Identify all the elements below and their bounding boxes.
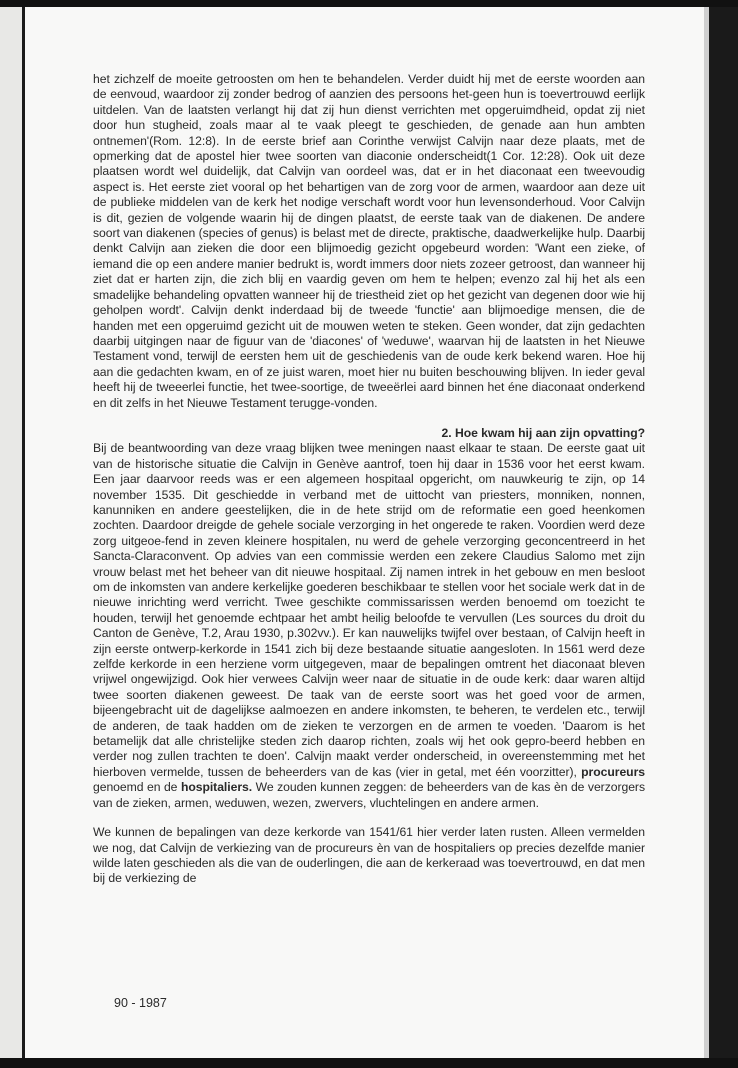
scan-left-margin <box>0 0 24 1068</box>
paragraph-history-text-3: We zouden kunnen zeggen: de beheerders van de kas èn de verzorgers van de zieken, armen, weduwen, wezen, zwervers, vluchtelingen en andere armen. <box>93 780 645 810</box>
scan-top-border <box>0 0 738 7</box>
section-heading: 2. Hoe kwam hij aan zijn opvatting? <box>441 425 645 440</box>
paragraph-history-text-1: Bij de beantwoording van deze vraag blijken twee meningen naast elkaar te staan. De eerste gaat uit van de historische situatie die Calvijn in Genève aantrof, toen hij daar in 1536 voor het eerst kwam. Een jaar daarvoor reeds was er een algemeen hospitaal opgericht, om nauwkeurig te zijn, op 14 november 1535. Dit geschiedde in verband met de uittocht van priesters, monniken, nonnen, kanunniken en andere geestelijken, die in de hete strijd om de reformatie een goed heenkomen zochten. Daardoor dreigde de gehele sociale verzorging in het ongerede te raken. Voordien werd deze zorg uitgeoe-fend in zeven kleinere hospitalen, nu werd de gehele verzorging geconcentreerd in het Sancta-Claraconvent. Op advies van een commissie werden een zekere Claudius Salomo met zijn vrouw belast met het beheer van dit nieuwe hospitaal. Zij namen intrek in het gebouw en men besloot om de inkomsten van andere kerkelijke goederen beschikbaar te stellen voor het sociale werk dat in de nieuwe inrichting werd verricht. Twee geschikte commissarissen werden benoemd om toezicht te houden, terwijl het genoemde echtpaar het ambt heilig beloofde te vervullen (Les sources du droit du Canton de Genève, T.2, Arau 1930, p.302vv.). Er kan nauwelijks twijfel over bestaan, of Calvijn heeft in zijn eerste ontwerp-kerkorde in 1541 zich bij deze bestaande situatie aangesloten. In 1561 werd deze zelfde kerkorde in een herziene vorm uitgegeven, maar de bepalingen omtrent het diaconaat bleven vrijwel ongewijzigd. Ook hier verwees Calvijn weer naar de situatie in de oude kerk: daar waren altijd twee soorten diakenen geweest. De taak van de eerste soort was het goed voor de armen, bijeengebracht uit de dagelijkse aalmoezen en andere inkomsten, te beheren, te verdelen etc., terwijl de anderen, de taak hadden om de zieken te verzorgen en de armen te voeden. 'Daarom is het betamelijk dat alle christelijke steden zich daarop richten, zoals wij het ook gepro-beerd hebben en verder nog zullen trachten te doen'. Calvijn maakt verder onderscheid, in overeenstemming met het hierboven vermelde, tussen de beheerders van de kas (vier in getal, met één voorzitter), <box>93 441 645 779</box>
term-hospitaliers: hospitaliers. <box>180 780 253 795</box>
paragraph-history-text-2: genoemd en de <box>93 780 178 795</box>
paragraph-closing: We kunnen de bepalingen van deze kerkorde van 1541/61 hier verder laten rusten. Alleen vermelden we nog, dat Calvijn de verkiezing van de procureurs èn van de hospitaliers op precies dezelfde manier wilde laten geschieden als die van de ouderlingen, die aan de kerkeraad was toevertrouwd, en dat men bij de verkiezing de <box>93 825 645 886</box>
term-procureurs: procureurs <box>581 764 645 779</box>
scan-right-border <box>709 0 738 1068</box>
paragraph-intro: het zichzelf de moeite getroosten om hen te behandelen. Verder duidt hij met de eerste woorden aan de eenvoud, waardoor zij zonder bedrog of aanzien des persoons het-geen hun is toevertrouwd eerlijk uitdelen. Van de laatsten verlangt hij dat zij hun dienst verrichten met opgeruimdheid, opdat zij niet door hun stugheid, zoals maar al te vaak pleegt te geschieden, de genade aan hun ambten ontnemen'(Rom. 12:8). In de eerste brief aan Corinthe verwijst Calvijn naar deze plaats, met de opmerking dat de apostel hier twee soorten van diaconie onderscheidt(1 Cor. 12:28). Ook uit deze plaatsen wordt wel duidelijk, dat Calvijn van oordeel was, dat er in het diaconaat een tweevoudig aspect is. Het eerste ziet vooral op het behartigen van de zorg voor de armen, waardoor aan deze uit de publieke middelen van de kerk het nodige verschaft wordt voor hun levensonderhoud. Voor Calvijn is dit, gezien de volgende waarin hij de dingen plaatst, de eerste taak van de diakenen. De andere soort van diakenen (species of genus) is belast met de directe, praktische, daadwerkelijke hulp. Daarbij denkt Calvijn aan zieken die door een blijmoedig gezicht opgebeurd worden: 'Want een zieke, of iemand die op een andere manier bedrukt is, wordt immers door niets zozeer getroost, dan wanneer hij ziet dat er harten zijn, die zich blij en vaardig geven om hem te helpen; evenzo zal hij het als een smadelijke behandeling opvatten wanneer hij de triestheid ziet op het gezicht van degenen door wie hij geholpen wordt'. Calvijn denkt inderdaad bij de tweede 'functie' aan blijmoedige mensen, die de handen met een opgeruimd gezicht uit de mouwen weten te steken. Geen wonder, dat zijn gedachten daarbij uitgingen naar de figuur van de 'diacones' of 'weduwe', waarvan hij de laatsten in het Nieuwe Testament vond, terwijl de eersten hem uit de geschiedenis van de oude kerk bekend waren. Hoe hij aan die gedachten kwam, en of ze juist waren, moet hier nu buiten beschouwing blijven. In ieder geval heeft hij de tweeerlei functie, het twee-soortige, de tweeërlei aard binnen het éne diaconaat onderkend en dit zelfs in het Nieuwe Testament terugge-vonden. <box>93 72 645 410</box>
paragraph-history <box>93 441 645 811</box>
article-body <box>93 72 645 887</box>
page-number: 90 - 1987 <box>114 996 167 1010</box>
scan-bottom-border <box>0 1058 738 1068</box>
